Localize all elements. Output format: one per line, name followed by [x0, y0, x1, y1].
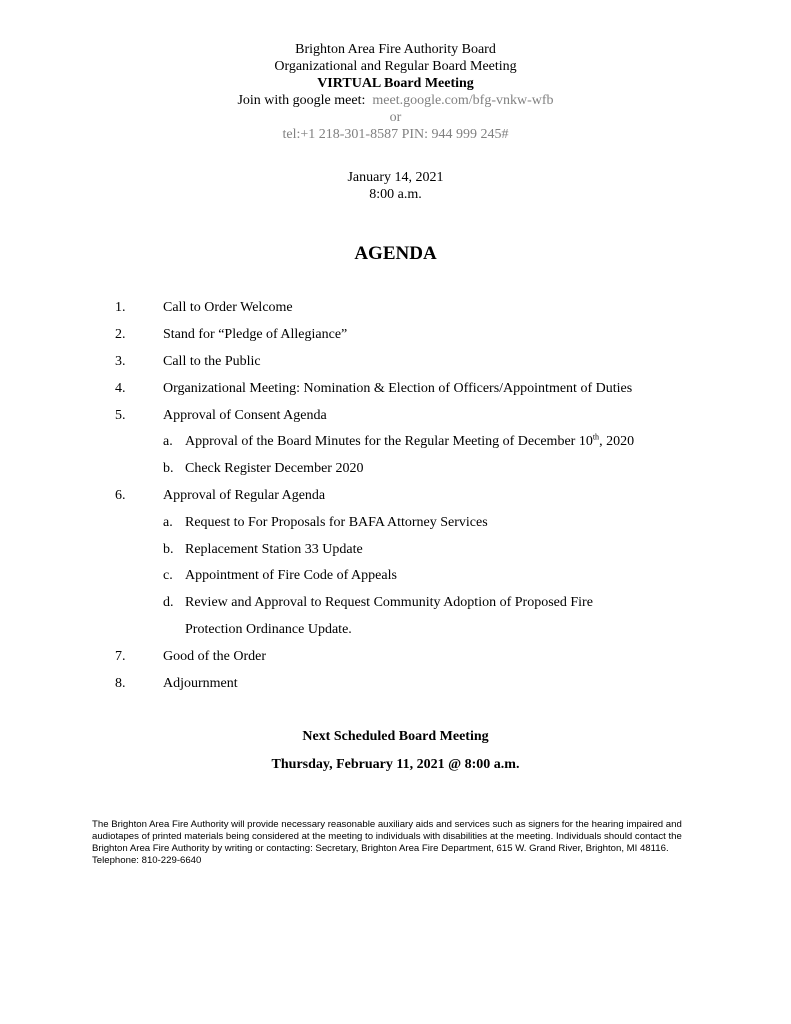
agenda-item-number: 7.	[115, 649, 126, 664]
agenda-item-number: 2.	[115, 327, 126, 342]
next-meeting-date: Thursday, February 11, 2021 @ 8:00 a.m.	[271, 757, 520, 772]
agenda-subitem-letter: b.	[163, 542, 174, 557]
meeting-date: January 14, 2021	[347, 170, 444, 185]
document-header	[0, 41, 791, 143]
agenda-subitem-text: Replacement Station 33 Update	[185, 542, 363, 557]
meeting-time: 8:00 a.m.	[369, 187, 422, 202]
agenda-subitem-letter: c.	[163, 568, 173, 583]
agenda-item-text: Call to the Public	[163, 354, 261, 369]
agenda-item-number: 1.	[115, 300, 126, 315]
agenda-subitem-text: Review and Approval to Request Community Adoption of Proposed Fire	[185, 595, 593, 610]
agenda-item-number: 5.	[115, 408, 126, 423]
agenda-item-number: 8.	[115, 676, 126, 691]
agenda-item-text: Organizational Meeting: Nomination & Election of Officers/Appointment of Duties	[163, 381, 633, 396]
org-name: Brighton Area Fire Authority Board	[295, 42, 496, 57]
agenda-subitem-text: Approval of the Board Minutes for the Regular Meeting of December 10th, 2020	[185, 432, 635, 449]
agenda-title: AGENDA	[354, 243, 437, 264]
agenda-subitem-letter: a.	[163, 434, 173, 449]
agenda-item-text: Adjournment	[163, 676, 238, 691]
agenda-item-text: Stand for “Pledge of Allegiance”	[163, 327, 348, 342]
agenda-item-number: 3.	[115, 354, 126, 369]
next-meeting-label: Next Scheduled Board Meeting	[302, 729, 489, 744]
agenda-subitem-text: Check Register December 2020	[185, 461, 364, 476]
agenda-subitem-text: Request to For Proposals for BAFA Attorney Services	[185, 515, 488, 530]
or-separator: or	[389, 110, 402, 125]
agenda-item-text: Approval of Regular Agenda	[163, 488, 326, 503]
agenda-subitem-text: Appointment of Fire Code of Appeals	[185, 568, 397, 583]
agenda-item-text: Approval of Consent Agenda	[163, 408, 327, 423]
agenda-subitem-letter: d.	[163, 595, 174, 610]
join-label: Join with google meet:	[237, 93, 366, 108]
join-line	[0, 92, 791, 109]
agenda-item-text: Good of the Order	[163, 649, 267, 664]
meeting-datetime	[0, 169, 791, 203]
agenda-item-number: 4.	[115, 381, 126, 396]
virtual-meeting-label: VIRTUAL Board Meeting	[317, 76, 474, 91]
agenda-item-text: Call to Order Welcome	[163, 300, 293, 315]
agenda-subitem-letter: b.	[163, 461, 174, 476]
phone-link[interactable]: tel:+1 218-301-8587 PIN: 944 999 245#	[282, 127, 509, 142]
agenda-item-number: 6.	[115, 488, 126, 503]
meet-link[interactable]: meet.google.com/bfg-vnkw-wfb	[372, 93, 554, 108]
agenda-subitem-continuation: Protection Ordinance Update.	[185, 622, 352, 637]
accessibility-notice: The Brighton Area Fire Authority will provide necessary reasonable auxiliary aids and services such as signers for the hearing impaired and audiotapes of printed materials being considered at the meeting to individuals with disabilities at the meeting. Individuals should contact the Brighton Area Fire Authority by writing or contacting: Secretary, Brighton Area Fire Department, 615 W. Grand River, Brighton, MI 48116. Telephone: 810-229-6640	[92, 819, 682, 866]
meeting-type: Organizational and Regular Board Meeting	[274, 59, 517, 74]
agenda-subitem-letter: a.	[163, 515, 173, 530]
